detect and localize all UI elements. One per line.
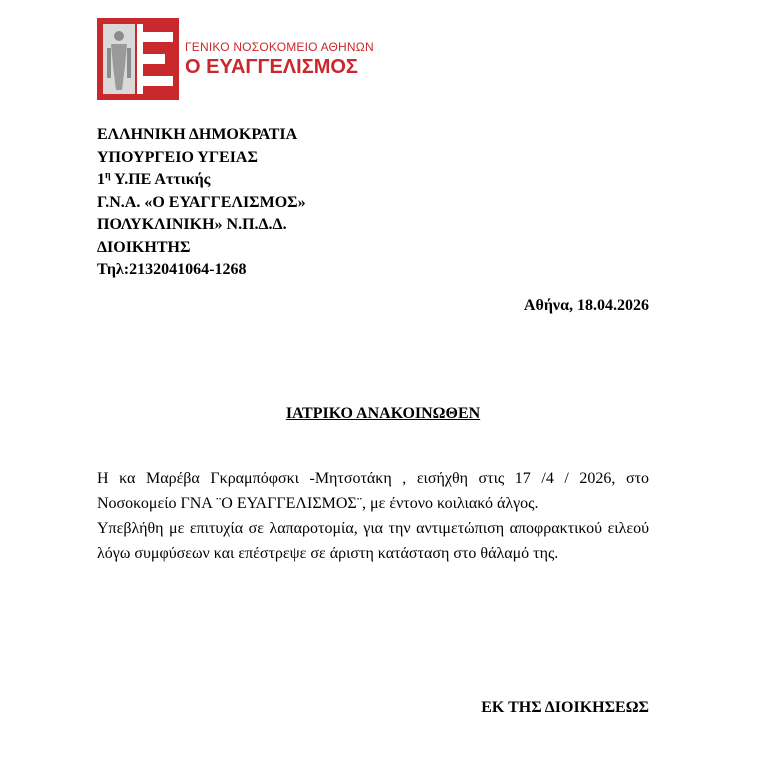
document-title: ΙΑΤΡΙΚΟ ΑΝΑΚΟΙΝΩΘΕΝ [285, 405, 481, 422]
hospital-cross-icon [97, 18, 179, 100]
document-signature: ΕΚ ΤΗΣ ΔΙΟΙΚΗΣΕΩΣ [481, 699, 649, 716]
letterhead-ministry: ΥΠΟΥΡΓΕΙΟ ΥΓΕΙΑΣ [97, 148, 258, 166]
letterhead-administration: ΔΙΟΙΚΗΤΗΣ [97, 238, 191, 256]
region-name: Υ.ΠΕ Αττικής [110, 171, 211, 188]
region-number: 1 [97, 171, 105, 188]
body-paragraph-admission: Η κα Μαρέβα Γκραμπόφσκι -Μητσοτάκη , εισήχθη στις 17 /4 / 2026, στο Νοσοκομείο ΓΝΑ ¨Ο ΕΥΑΓΓΕΛΙΣΜΟΣ¨, με έντονο κοιλιακό άλγος. [97, 470, 649, 512]
letterhead-phone: Τηλ:2132041064-1268 [97, 261, 247, 278]
letterhead-polyclinic: ΠΟΛΥΚΛΙΝΙΚΗ» Ν.Π.Δ.Δ. [97, 216, 287, 233]
document-date: Αθήνα, 18.04.2026 [523, 297, 649, 314]
letterhead [97, 124, 306, 282]
hospital-logo [97, 18, 374, 100]
letterhead-republic: ΕΛΛΗΝΙΚΗ ΔΗΜΟΚΡΑΤΙΑ [97, 126, 298, 143]
logo-hospital-title: Ο ΕΥΑΓΓΕΛΙΣΜΟΣ [185, 56, 358, 78]
logo-hospital-name: ΓΕΝΙΚΟ ΝΟΣΟΚΟΜΕΙΟ ΑΘΗΝΩΝ [185, 40, 374, 54]
body-paragraph-surgery: Υπεβλήθη με επιτυχία σε λαπαροτομία, για την αντιμετώπιση αποφρακτικού ειλεού λόγω συμφύσεων και επέστρεψε σε άριστη κατάσταση στο θάλαμό της. [97, 520, 649, 562]
document-body [97, 466, 649, 566]
region-ordinal: η [105, 170, 111, 181]
letterhead-hospital: Γ.Ν.Α. «Ο ΕΥΑΓΓΕΛΙΣΜΟΣ» [97, 193, 306, 211]
letterhead-region [97, 169, 306, 192]
